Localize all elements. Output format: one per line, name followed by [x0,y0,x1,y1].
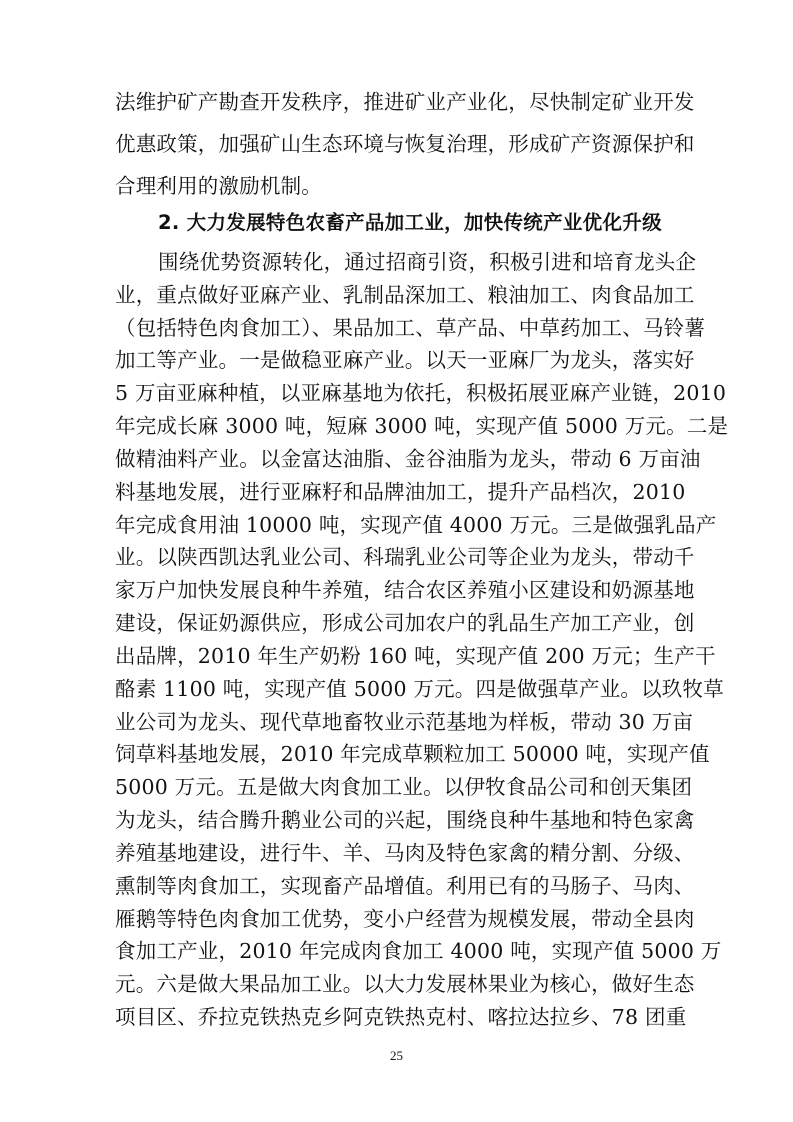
text-line: 熏制等肉食加工，实现畜产品增值。利用已有的马肠子、马肉、 [115,874,695,898]
text-line: 法维护矿产勘查开发秩序，推进矿业产业化，尽快制定矿业开发 [115,90,695,114]
text-line: 料基地发展，进行亚麻籽和品牌油加工，提升产品档次，2010 [115,480,686,504]
text-line: 合理利用的激励机制。 [115,174,322,198]
section-heading: 2. 大力发展特色农畜产品加工业，加快传统产业优化升级 [158,211,662,234]
text-line: 家万户加快发展良种牛养殖，结合农区养殖小区建设和奶源基地 [115,578,695,602]
text-line: 年完成食用油 10000 吨，实现产值 4000 万元。三是做强乳品产 [115,513,717,537]
text-line: 为龙头，结合腾升鹅业公司的兴起，围绕良种牛基地和特色家禽 [115,808,695,832]
text-line: 元。六是做大果品加工业。以大力发展林果业为核心，做好生态 [115,972,695,996]
text-line: 建设，保证奶源供应，形成公司加农户的乳品生产加工产业，创 [115,611,695,635]
text-line: 酪素 1100 吨，实现产值 5000 万元。四是做强草产业。以玖牧草 [115,677,724,701]
text-line: 饲草料基地发展，2010 年完成草颗粒加工 50000 吨，实现产值 [115,742,710,766]
text-line: 做精油料产业。以金富达油脂、金谷油脂为龙头，带动 6 万亩油 [115,447,701,471]
text-line: 年完成长麻 3000 吨，短麻 3000 吨，实现产值 5000 万元。二是 [115,414,729,438]
text-line: 出品牌，2010 年生产奶粉 160 吨，实现产值 200 万元；生产干 [115,644,716,668]
text-line: 养殖基地建设，进行牛、羊、马肉及特色家禽的精分割、分级、 [115,841,695,865]
text-line: （包括特色肉食加工）、果品加工、草产品、中草药加工、马铃薯 [115,316,706,340]
text-line: 食加工产业，2010 年完成肉食加工 4000 吨，实现产值 5000 万 [115,939,722,963]
text-line: 加工等产业。一是做稳亚麻产业。以天一亚麻厂为龙头，落实好 [115,348,695,372]
text-line: 5 万亩亚麻种植，以亚麻基地为依托，积极拓展亚麻产业链，2010 [115,381,727,405]
text-line: 围绕优势资源转化，通过招商引资，积极引进和培育龙头企 [158,250,697,274]
text-line: 项目区、乔拉克铁热克乡阿克铁热克村、喀拉达拉乡、78 团重 [115,1005,687,1029]
text-line: 雁鹅等特色肉食加工优势，变小户经营为规模发展，带动全县肉 [115,907,695,931]
text-line: 5000 万元。五是做大肉食加工业。以伊牧食品公司和创天集团 [115,775,693,799]
text-line: 优惠政策，加强矿山生态环境与恢复治理，形成矿产资源保护和 [115,132,695,156]
text-line: 业，重点做好亚麻产业、乳制品深加工、粮油加工、肉食品加工 [115,283,695,307]
page-number: 25 [390,1048,403,1063]
text-line: 业公司为龙头、现代草地畜牧业示范基地为样板，带动 30 万亩 [115,710,694,734]
text-line: 业。以陕西凯达乳业公司、科瑞乳业公司等企业为龙头，带动千 [115,545,695,569]
